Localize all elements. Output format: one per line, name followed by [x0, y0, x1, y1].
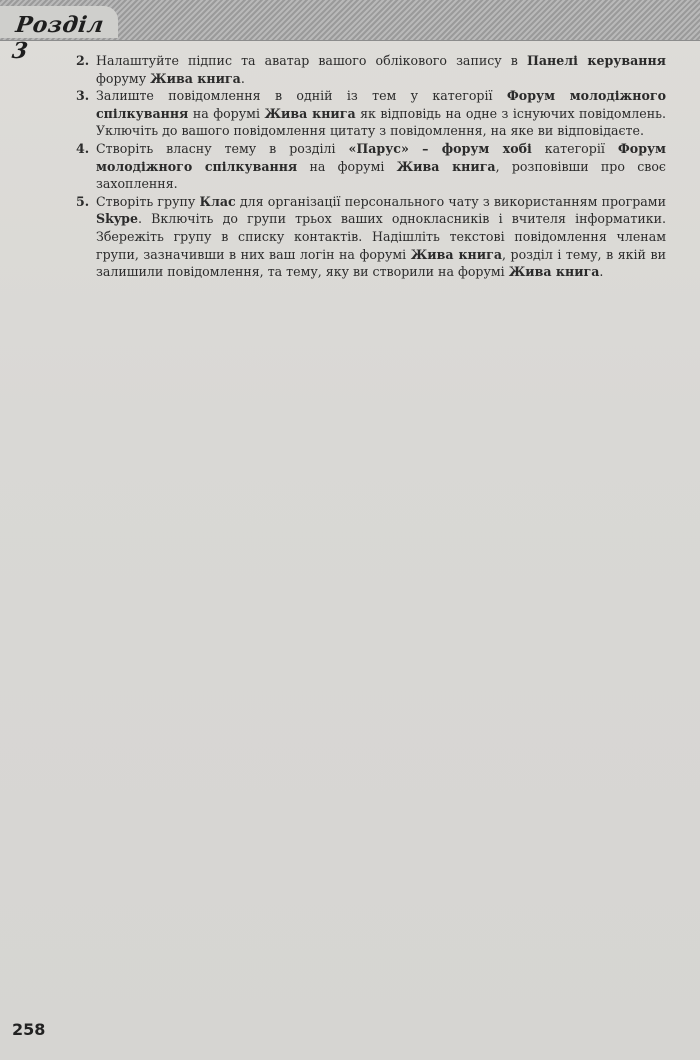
task-text — [96, 194, 666, 279]
text-run: . — [599, 264, 604, 280]
task-item — [76, 52, 666, 87]
task-text — [96, 141, 666, 191]
task-text — [96, 53, 666, 86]
task-item — [76, 193, 666, 281]
task-text — [96, 88, 666, 138]
bold-term: Skype — [96, 211, 138, 227]
bold-term: «Парус» – форум хобі — [348, 140, 532, 156]
bold-term: Панелі керування — [526, 53, 666, 68]
page-number: 258 — [12, 1020, 46, 1039]
bold-term: Жива книга — [396, 158, 496, 174]
text-run: категорії — [531, 140, 618, 156]
task-item — [76, 140, 666, 193]
text-run: форуму — [96, 70, 151, 86]
text-run: , розповівши про своє захоплення. — [96, 158, 666, 192]
text-run: Налаштуйте підпис та аватар вашого облікового запису в — [96, 53, 527, 68]
task-number: 4. — [76, 140, 90, 156]
bold-term: Клас — [199, 193, 236, 209]
task-number: 5. — [76, 193, 90, 209]
section-tab — [0, 6, 118, 64]
bold-term: Жива книга — [264, 105, 356, 121]
text-run: , розділ і тему, в якій ви залишили повідомлення, та тему, яку ви створили на форумі — [96, 246, 666, 280]
text-run: на форумі — [188, 105, 265, 121]
section-title: Розділ 3 — [10, 12, 106, 64]
text-run: для організації персонального чату з використанням програми — [235, 193, 666, 209]
text-run: Створіть групу — [96, 193, 200, 209]
text-run: Створіть власну тему в розділі — [96, 140, 349, 156]
bold-term: Форум молодіжного спілкування — [96, 140, 666, 174]
task-number: 3. — [76, 88, 90, 104]
task-list — [76, 52, 666, 281]
text-run: . Включіть до групи трьох ваших однокласників і вчителя інформатики. Збережіть групу в списку контактів. Надішліть текстові повідомлення членам групи, зазначивши в них ваш логін на форумі — [96, 211, 666, 262]
bold-term: Жива книга — [508, 264, 600, 280]
text-run: . — [240, 70, 245, 86]
text-run: на форумі — [297, 158, 397, 174]
task-number: 2. — [76, 53, 90, 68]
bold-term: Жива книга — [150, 70, 241, 86]
task-item — [76, 87, 666, 140]
text-run: Залиште повідомлення в одній із тем у категорії — [96, 88, 507, 104]
text-run: як відповідь на одне з існуючих повідомлень. Уключіть до вашого повідомлення цитату з повідомлення, на яке ви відповідаєте. — [96, 105, 666, 139]
bold-term: Жива книга — [410, 246, 502, 262]
bold-term: Форум молодіжного спілкування — [96, 88, 666, 121]
